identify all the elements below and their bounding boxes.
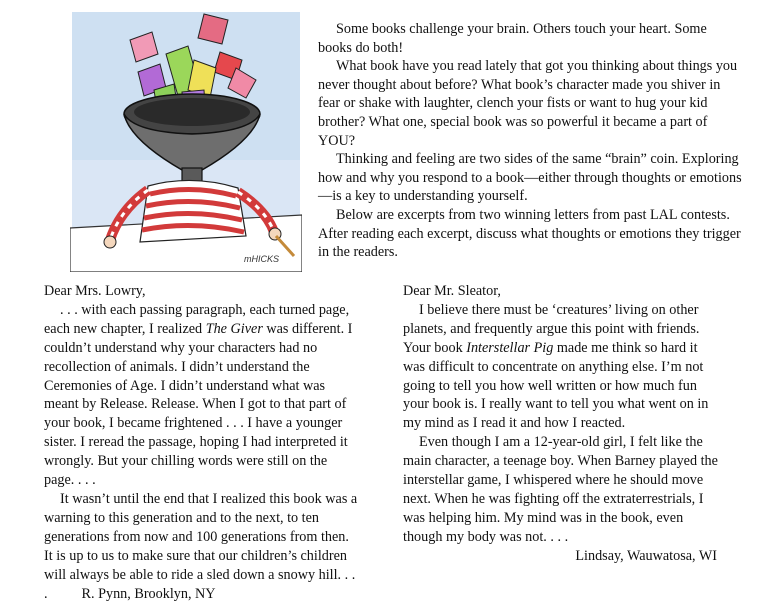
letter-text: I believe there must be ‘creatures’ living on other planets, and frequently argue this point with friends. Your book [403, 301, 700, 356]
artist-signature: mHICKS [244, 254, 280, 264]
letter-paragraph: Even though I am a 12-year-old girl, I felt like the main character, a teenage boy. When Barney played the interstellar game, I whispered where he should move next. When he was fighting off the extraterrestrials, I was helping him. My mind was in the book, even though my body was not. . . . [403, 434, 718, 545]
letter-signature: Lindsay, Wauwatosa, WI [575, 547, 717, 564]
intro-paragraph: Some books challenge your brain. Others touch your heart. Some books do both! [318, 21, 707, 56]
intro-text [318, 20, 743, 262]
letter-lowry [44, 282, 360, 603]
letter-salutation: Dear Mr. Sleator, [403, 283, 501, 299]
intro-paragraph: What book have you read lately that got you thinking about things you never thought about before? What book’s character made you shiver in fear or shake with laughter, clench your fists or want to hug your kid brother? What one, special book was so powerful it became a part of YOU? [318, 58, 738, 149]
letter-text: made me think so hard it was difficult to concentrate on anything else. I’m not going to tell you how well written or how much fun your book is. I really want to tell you what went on in my mind as I read it and how I reacted. [403, 339, 709, 432]
letter-paragraph [403, 301, 721, 433]
letter-signature: R. Pynn, Brooklyn, NY [81, 585, 216, 602]
letter-sleator [403, 282, 721, 566]
intro-paragraph: Below are excerpts from two winning letters from past LAL contests. After reading each excerpt, discuss what thoughts or emotions they trigger in the readers. [318, 206, 741, 261]
letter-text: It wasn’t until the end that I realized this book was a warning to this generation and to the next, to ten generations from now and 100 generations from then. It is up to us to make sure that our children’s children will always be able to ride a sled down a snowy hill. . . . [44, 490, 358, 602]
letter-paragraph [44, 490, 360, 603]
letter-salutation: Dear Mrs. Lowry, [44, 283, 146, 299]
book-title: Interstellar Pig [466, 339, 554, 356]
letter-text: was different. I couldn’t understand why your characters had no recollection of animals. I didn’t understand the Ceremonies of Age. I didn’t understand what was meant by Release. Release. When I got to that part of your book, I became frightened . . . I have a younger sister. I reread the passage, hoping I had interpreted it wrongly. But your chilling words were still on the page. . . . [44, 320, 353, 489]
letter-paragraph [44, 301, 360, 490]
illustration-funnel-head-books [70, 10, 302, 272]
intro-paragraph: Thinking and feeling are two sides of the same “brain” coin. Exploring how and why you respond to a book—either through thoughts or emotions—is a key to understanding yourself. [318, 151, 742, 205]
book-title: The Giver [205, 320, 263, 337]
letter-text: . . . with each passing paragraph, each turned page, each new chapter, I realized [44, 301, 350, 337]
